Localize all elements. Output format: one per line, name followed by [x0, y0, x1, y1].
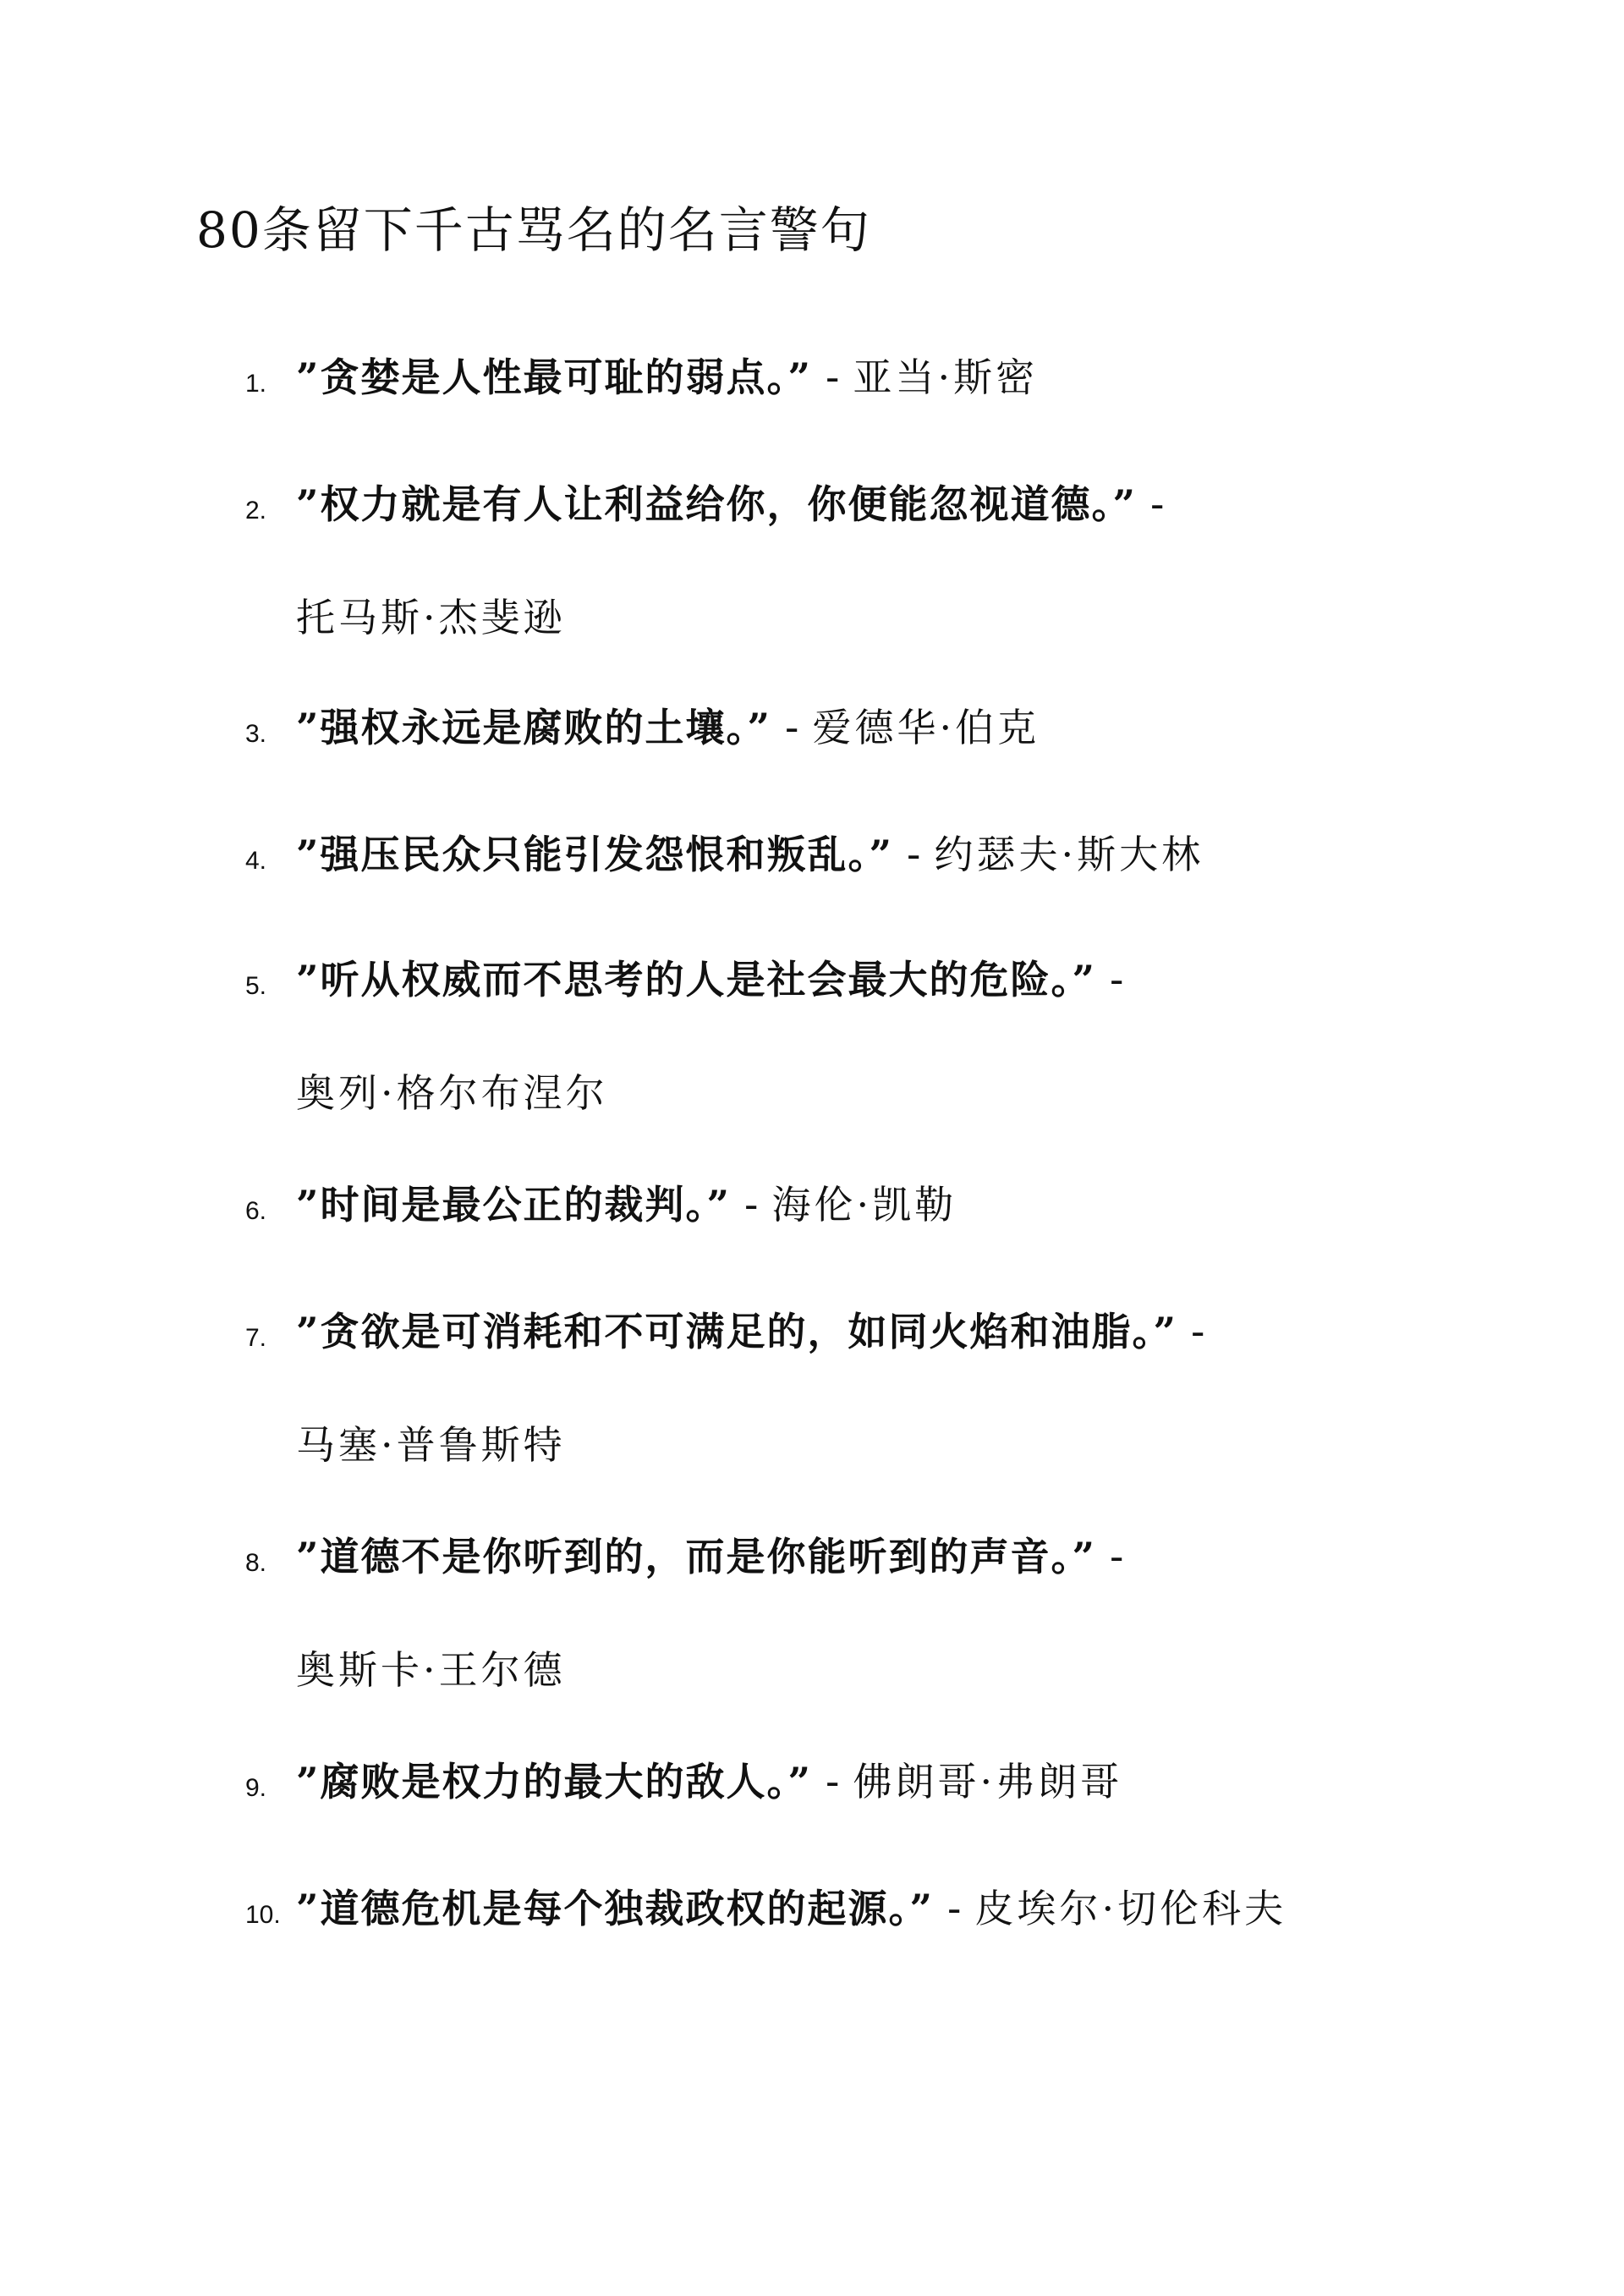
- quote-author-line: [296, 1068, 608, 1118]
- quote-dash: -: [1149, 481, 1165, 527]
- quote-dash: -: [1190, 1309, 1205, 1354]
- quote-dash: -: [825, 1759, 840, 1804]
- quote-author: 皮埃尔·切伦科夫: [974, 1886, 1287, 1931]
- quote-text: ”强压民众只能引发怨恨和叛乱。”: [296, 832, 893, 877]
- quote-line: [296, 1531, 1138, 1582]
- quote-author: 海伦·凯勒: [771, 1182, 957, 1228]
- quote-number: 7.: [245, 1324, 267, 1352]
- quote-author: 马塞·普鲁斯特: [296, 1422, 566, 1468]
- quote-text: ”强权永远是腐败的土壤。”: [296, 705, 771, 750]
- quote-number: 3.: [245, 720, 267, 748]
- quote-line: [296, 702, 1040, 753]
- quote-dash: -: [946, 1886, 962, 1931]
- quote-dash: -: [743, 1182, 759, 1228]
- quote-author-line: [296, 1645, 566, 1695]
- quote-dash: -: [906, 832, 921, 877]
- quote-text: ”贪婪是人性最可耻的弱点。”: [296, 354, 812, 400]
- quote-author: 佛朗哥·弗朗哥: [853, 1759, 1123, 1804]
- quote-author: 奥斯卡·王尔德: [296, 1647, 566, 1693]
- quote-number: 8.: [245, 1549, 267, 1577]
- quote-text: ”道德不是你听到的，而是你能听到的声音。”: [296, 1534, 1096, 1579]
- quote-number: 2.: [245, 497, 267, 525]
- quote-line: [296, 1306, 1219, 1357]
- quote-author: 约瑟夫·斯大林: [934, 832, 1204, 877]
- quote-line: [296, 829, 1204, 880]
- quote-dash: -: [825, 354, 840, 400]
- quote-line: [296, 954, 1138, 1005]
- quote-text: ”贪欲是可消耗和不可满足的，如同火焰和油脂。”: [296, 1309, 1177, 1354]
- quote-dash: -: [1109, 957, 1124, 1002]
- quote-text: ”时间是最公正的裁判。”: [296, 1182, 731, 1228]
- quote-line: [296, 352, 1038, 403]
- quote-author: 奥列·格尔布涅尔: [296, 1070, 608, 1116]
- quote-dash: -: [1109, 1534, 1124, 1579]
- quote-number: 1.: [245, 370, 267, 398]
- quote-text: ”权力就是有人让利益给你，你便能忽视道德。”: [296, 481, 1137, 527]
- quote-text: ”道德危机是每个独裁政权的起源。”: [296, 1886, 934, 1931]
- quote-author-line: [296, 592, 566, 643]
- quote-dash: -: [784, 705, 799, 750]
- quote-number: 5.: [245, 972, 267, 1000]
- quote-line: [296, 479, 1178, 530]
- quote-author-line: [296, 1420, 566, 1470]
- quote-number: 10.: [245, 1901, 281, 1929]
- quote-number: 4.: [245, 847, 267, 875]
- quote-line: [296, 1179, 957, 1230]
- quote-author: 亚当·斯密: [853, 354, 1039, 400]
- quote-number: 9.: [245, 1774, 267, 1802]
- quote-number: 6.: [245, 1197, 267, 1225]
- quote-line: [296, 1756, 1122, 1807]
- quote-author: 爱德华·伯克: [812, 705, 1040, 750]
- quote-text: ”腐败是权力的最大的敌人。”: [296, 1759, 812, 1804]
- document-title: 80条留下千古骂名的名言警句: [196, 201, 871, 259]
- quote-text: ”听从权威而不思考的人是社会最大的危险。”: [296, 957, 1096, 1002]
- quote-line: [296, 1883, 1287, 1934]
- quote-author: 托马斯·杰斐逊: [296, 595, 566, 640]
